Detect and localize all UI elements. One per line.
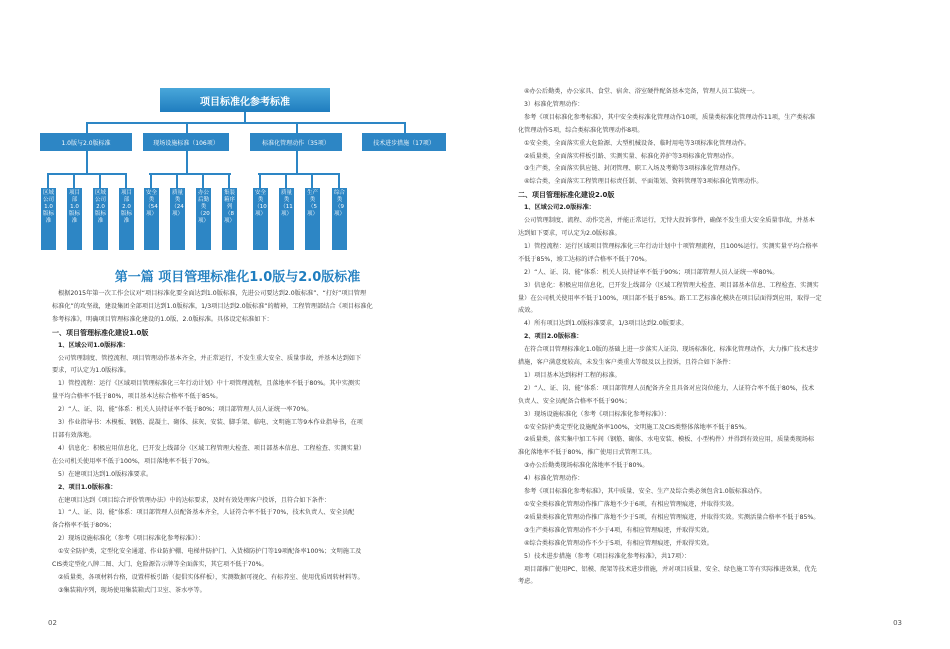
text-line: 措施，客户满意度较高，未发生客户类重大等级及以上投诉，且符合如下条件： bbox=[518, 359, 735, 367]
connector bbox=[150, 173, 152, 188]
text-line: 量）在公司机关使用率不低于100%，项目部不低于85%。路工工艺标准化模块在项目层面得到应用，取得一定 bbox=[518, 294, 822, 302]
text-line: ②质量类标准化管理动作推广落地不少于5项，有相应管理痕迹，并取得实效。实测活量合格率不低于85%。 bbox=[524, 513, 820, 521]
connector bbox=[47, 173, 127, 175]
chart-leaf: 综合类（9项） bbox=[332, 188, 347, 250]
connector bbox=[125, 173, 127, 188]
connector bbox=[47, 173, 49, 188]
text-line: 项目部推广使用PC、铝模、爬架等技术进步措施，并对项目质量、安全、绿色施工等有实际推进效果，优先 bbox=[524, 565, 817, 573]
chart-leaf: 安全类（54项） bbox=[144, 188, 159, 250]
connector bbox=[202, 173, 204, 188]
text-line: 备合格率不低于80%； bbox=[52, 522, 116, 530]
connector bbox=[285, 173, 287, 188]
text-line: 根据2015年第一次工作会议对“项目标准化要全面达到1.0版标准，先进公司要达到2.0版标准”、“打好”项目管理 bbox=[58, 290, 367, 297]
connector bbox=[149, 173, 231, 175]
section-title: 第一篇 项目管理标准化1.0版与2.0版标准 bbox=[114, 270, 361, 285]
connector bbox=[86, 122, 406, 124]
text-line: ②质量类，落实集中加工车间（钢筋、砌体、水电安装、模板、小型构件）并得到有效应用，质量类现场标 bbox=[524, 436, 815, 444]
text-line: 2）“人、证、岗、能”体系：机关人员持证率不低于90%；项目部管理人员人证统一率80%。 bbox=[524, 268, 779, 276]
text-line: 准化落地率不低于80%，推广使用日式管理工具。 bbox=[518, 449, 656, 457]
right-body-text bbox=[518, 86, 900, 589]
chart-leaf: 集装箱序列（8项） bbox=[222, 188, 237, 250]
chart-group-1: 1.0版与2.0版标准 bbox=[40, 133, 132, 151]
connector bbox=[186, 151, 188, 173]
text-line: 负责人、安全员配备合格率不低于90%； bbox=[518, 397, 631, 405]
text-line: ②质量类，各项材料台格，设置样板引路（提倡实体样板），实测数据可视化、有标养室、使用优质周转材料等。 bbox=[58, 573, 364, 581]
connector bbox=[311, 173, 313, 188]
text-line: 成效。 bbox=[518, 307, 537, 315]
chart-leaf: 区域公司2.0版标准 bbox=[93, 188, 108, 250]
text-line: 1、区域公司2.0版标准： bbox=[524, 204, 595, 212]
text-line: 2）现场设施标准化（参考《项目标准化参考标准》）： bbox=[58, 535, 205, 543]
text-line: 目部有效落地。 bbox=[52, 431, 96, 439]
text-line: 4）标准化管理动作： bbox=[524, 475, 584, 483]
text-line: 1）“人、证、岗、能”体系：项目部管理人员配备基本齐全，人证符合率不低于70%，技术负责人、安全员配 bbox=[58, 509, 355, 517]
text-line: ②质量类，全面落实样板引路、实测实量、标准化养护等3项标准化管理动作。 bbox=[524, 152, 738, 160]
chart-leaf: 生产类（5项） bbox=[305, 188, 320, 250]
text-line: 1）管控流程：运行区域项目管理标准化三年行动计划中十项管理流程，且100%运行。实测实量平均合格率 bbox=[524, 242, 818, 250]
page-number: 03 bbox=[893, 619, 902, 627]
text-line: 标准化”的攻坚战，建设集团全部项目达到1.0版标准，1/3项目达到2.0版标准”的精神，工程管理部结合《项目标准化 bbox=[52, 302, 373, 310]
text-line: 2、项目1.0版标准： bbox=[58, 483, 117, 491]
chart-leaf: 项目部1.0版标准 bbox=[67, 188, 82, 250]
chart-leaf: 项目部2.0版标准 bbox=[119, 188, 134, 250]
text-line: 3）作业指导书：木模板、钢筋、混凝土、砌体、抹灰、安装、脚手架、临电、文明施工等9本作业指导书，在项 bbox=[58, 419, 363, 427]
text-line: 公司管理制度、流程、动作完善，并能正常运行，无恃大投诉事件，确保不发生重大安全质量事故，并基本 bbox=[524, 217, 815, 225]
text-line: 在建项目达到《项目综合评价管理办法》中的达标要求，及时有效处理客户投诉，且符合如下条件： bbox=[58, 496, 331, 504]
chart-leaf: 安全类（10项） bbox=[253, 188, 268, 250]
text-line: ①安全类，全面落实重大危险源、大型机械设备、临时用电等3项标准化管理动作。 bbox=[524, 139, 751, 147]
chart-leaf: 区域公司1.0版标准 bbox=[41, 188, 56, 250]
connector bbox=[296, 122, 298, 133]
chart-leaf: 办公后勤类（20项） bbox=[196, 188, 211, 250]
text-line: 参考标准》，明确项目管理标准化建设的1.0版、2.0版标准。具体设定标准如下： bbox=[52, 315, 273, 323]
text-line: 参考《项目标准化参考标准》，其中安全类标准化管理动作10项，质量类标准化管理动作11项，生产类标准 bbox=[524, 113, 816, 121]
chart-group-3: 标准化管理动作（35项） bbox=[250, 133, 342, 151]
text-line: 5）在建项目达到1.0版标准要求。 bbox=[58, 470, 153, 478]
text-line: 达到如下要求，可认定为2.0版标准。 bbox=[518, 229, 621, 237]
text-line: 不低于85%，竣工达标的评合格率不低于70%。 bbox=[518, 255, 651, 263]
text-line: 2）“人、证、岗、能”体系：机关人员持证率不低于80%；项目部管理人员人证统一率70%。 bbox=[58, 406, 313, 414]
text-line: 二、项目管理标准化建设2.0版 bbox=[518, 191, 615, 200]
text-line: 公司管理制度、管控流程、项目管理动作基本齐全，并正常运行，不发生重大安全、质量事故，并基本达到如下 bbox=[58, 354, 362, 362]
connector bbox=[228, 173, 230, 188]
page-number: 02 bbox=[48, 619, 57, 627]
text-line: 3）标准化管理动作： bbox=[524, 100, 584, 108]
text-line: 考虑。 bbox=[518, 578, 537, 586]
text-line: ①安全防护类定型化设施配备率100%，文明施工及CIS类整体落地率不低于85%。 bbox=[524, 423, 751, 431]
text-line: 要求，可认定为1.0版标准。 bbox=[52, 367, 130, 375]
connector bbox=[73, 173, 75, 188]
chart-group-4: 技术进步措施（17项） bbox=[362, 133, 446, 151]
connector bbox=[176, 173, 178, 188]
text-line: 1）项目基本达到标杆工程的标准。 bbox=[524, 371, 621, 379]
connector bbox=[86, 122, 88, 133]
connector bbox=[296, 151, 298, 173]
text-line: 量平均合格率不低于80%，项目基本达标合格率不低于85%。 bbox=[52, 393, 222, 401]
text-line: 2）“人、证、岗、能”体系：项目部管理人员配备齐全且具备对应岗位能力，人证符合率不低于80%，技术 bbox=[524, 384, 815, 392]
chart-group-2: 现场设施标准（106项） bbox=[143, 133, 229, 151]
text-line: ③生产类标准化管理动作不少于4项，有相应管理痕迹，并取得实效。 bbox=[524, 526, 713, 534]
text-line: ③办公后勤类现场标准化落地率不低于80%。 bbox=[524, 462, 649, 470]
text-line: 2、项目2.0版标准： bbox=[524, 333, 583, 341]
text-line: ③生产类，全面落实供应链、封闭管理、职工入场及考勤等3项标准化管理动作。 bbox=[524, 165, 744, 173]
chart-leaf: 质量类（24项） bbox=[170, 188, 185, 250]
text-line: 参考《项目标准化参考标准》，其中质量、安全、生产及综合类必须包含1.0版标准动作。 bbox=[524, 488, 766, 496]
text-line: 在公司机关使用率不低于100%，项目落地率不低于70%。 bbox=[52, 457, 214, 465]
text-line: ①安全类标准化管理动作推广落地不少于6项，有相应管理痕迹，并取得实效。 bbox=[524, 501, 738, 508]
text-line: ①安全防护类，定型化安全通道、作业防护棚、电梯井防护门、入货梯防护门等19项配备率100%；文明施工及 bbox=[58, 548, 362, 556]
connector bbox=[86, 151, 88, 173]
text-line: ④综合类，全面落实工程管理目标责任制、平面策划、资料管理等3项标准化管理动作。 bbox=[524, 178, 763, 186]
text-line: ④综合类标准化管理动作不少于5项，有相应管理痕迹，并取得实效。 bbox=[524, 539, 713, 547]
text-line: 1、区域公司1.0版标准： bbox=[58, 341, 129, 349]
connector bbox=[99, 173, 101, 188]
text-line: 1）管控流程：运行《区域项目管理标准化三年行动计划》中十项管理流程，且落地率不低于80%。其中实测实 bbox=[58, 380, 361, 388]
text-line: 3）现场设施标准化（参考《项目标准化参考标准》）： bbox=[524, 410, 671, 418]
connector bbox=[259, 173, 261, 188]
text-line: 在符合项目管理标准化1.0版的基础上进一步落实人证岗、现场标准化、标准化管理动作，大力推广技术进步 bbox=[524, 346, 819, 354]
text-line: ④办公后勤类，办公家具、食堂、宿舍、浴室硬件配备基本完备，管理人员工装统一。 bbox=[524, 88, 759, 95]
text-line: 4）信息化：积极应用信息化，已开发上线部分（区域工程管理大检查、项目部基本信息、工程检查、实测实量） bbox=[58, 444, 366, 452]
connector bbox=[338, 173, 340, 188]
text-line: ③集装箱序列，现场使用集装箱式门卫室、茶水亭等。 bbox=[58, 586, 206, 594]
connector bbox=[258, 173, 340, 175]
chart-top-box: 项目标准化参考标准 bbox=[160, 88, 330, 112]
connector bbox=[244, 112, 246, 122]
chart-leaf: 质量类（11项） bbox=[279, 188, 294, 250]
text-line: 一、项目管理标准化建设1.0版 bbox=[52, 328, 149, 337]
org-chart bbox=[40, 88, 450, 253]
left-body-text bbox=[52, 288, 436, 598]
text-line: 化管理动作5项，综合类标准化管理动作8项。 bbox=[518, 126, 644, 134]
text-line: 5）技术进步措施（参考《项目标准化参考标准》，共17项）： bbox=[524, 552, 691, 560]
connector bbox=[186, 122, 188, 133]
connector bbox=[404, 122, 406, 133]
text-line: 3）信息化：积极应用信息化，已开发上线部分（区域工程管理大检查、项目部基本信息、工程检查、实测实 bbox=[524, 281, 819, 289]
text-line: CIS类定型化八牌二图、大门、危险源告示牌等全面落实，其它项不低于70%。 bbox=[52, 561, 268, 569]
text-line: 4）所有项目达到1.0版标准要求，1/3项目达到2.0版要求。 bbox=[524, 320, 688, 328]
